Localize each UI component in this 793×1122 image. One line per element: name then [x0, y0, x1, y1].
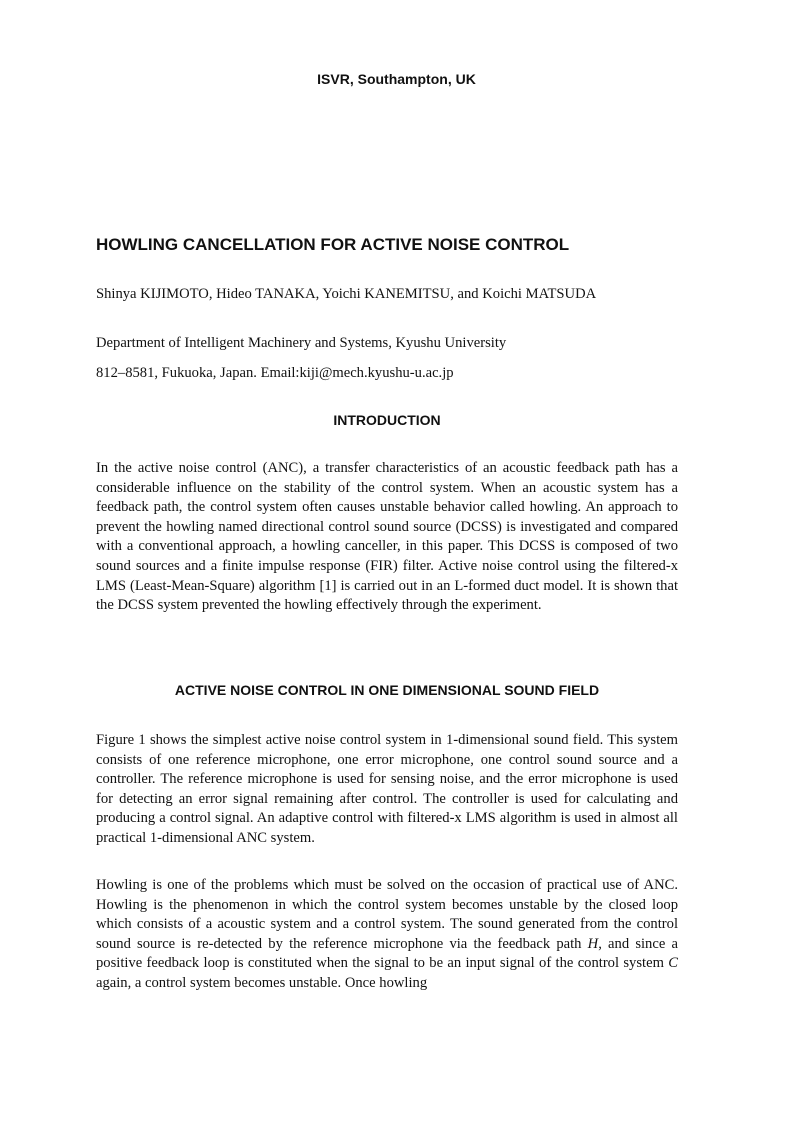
introduction-paragraph: In the active noise control (ANC), a transfer characteristics of an acoustic feedback path has a considerable influence on the stability of the control system. When an acoustic system has a feedback path, the control system often causes unstable behavior called howling. An approach to prevent the howling named directional control sound source (DCSS) is investigated and compared with a conventional approach, a howling canceller, in this paper. This DCSS is composed of two sound sources and a finite impulse response (FIR) filter. Active noise control using the filtered-x LMS (Least-Mean-Square) algorithm [1] is carried out in an L-formed duct model. It is shown that the DCSS system prevented the howling effectively through the experiment.	[96, 460, 678, 614]
symbol-control-system-c: C	[668, 955, 678, 972]
anc-paragraph-2-text-c: again, a control system becomes unstable. Once howling	[96, 974, 428, 991]
affiliation-line-2: 812–8581, Fukuoka, Japan. Email:kiji@mech.kyushu-u.ac.jp	[96, 365, 454, 381]
section-heading-introduction: INTRODUCTION	[333, 412, 441, 428]
anc-paragraph-1: Figure 1 shows the simplest active noise control system in 1-dimensional sound field. This system consists of one reference microphone, one error microphone, one control sound source and a controller. The reference microphone is used for sensing noise, and the error microphone is used for detecting an error signal remaining after control. The controller is used for calculating and producing a control signal. An adaptive control with filtered-x LMS algorithm is used in almost all practical 1-dimensional ANC system.	[96, 732, 678, 846]
author-list: Shinya KIJIMOTO, Hideo TANAKA, Yoichi KANEMITSU, and Koichi MATSUDA	[96, 286, 597, 302]
venue-header: ISVR, Southampton, UK	[317, 71, 476, 87]
symbol-feedback-path-h: H	[587, 935, 599, 952]
affiliation-line-1: Department of Intelligent Machinery and Systems, Kyushu University	[96, 335, 507, 351]
paper-title: HOWLING CANCELLATION FOR ACTIVE NOISE CONTROL	[96, 235, 570, 254]
anc-paragraph-2-text-b: , and since a positive feedback loop is constituted when the signal to be an input signal of the control system	[96, 935, 678, 972]
anc-paragraph-2	[96, 876, 678, 994]
anc-paragraph-2-text-a: Howling is one of the problems which must be solved on the occasion of practical use of ANC. Howling is the phenomenon in which the control system becomes unstable by the closed loop which consists of a acoustic system and a control system. The sound generated from the control sound source is re-detected by the reference microphone via the feedback path	[96, 877, 678, 952]
section-heading-anc-1d: ACTIVE NOISE CONTROL IN ONE DIMENSIONAL SOUND FIELD	[174, 682, 600, 698]
